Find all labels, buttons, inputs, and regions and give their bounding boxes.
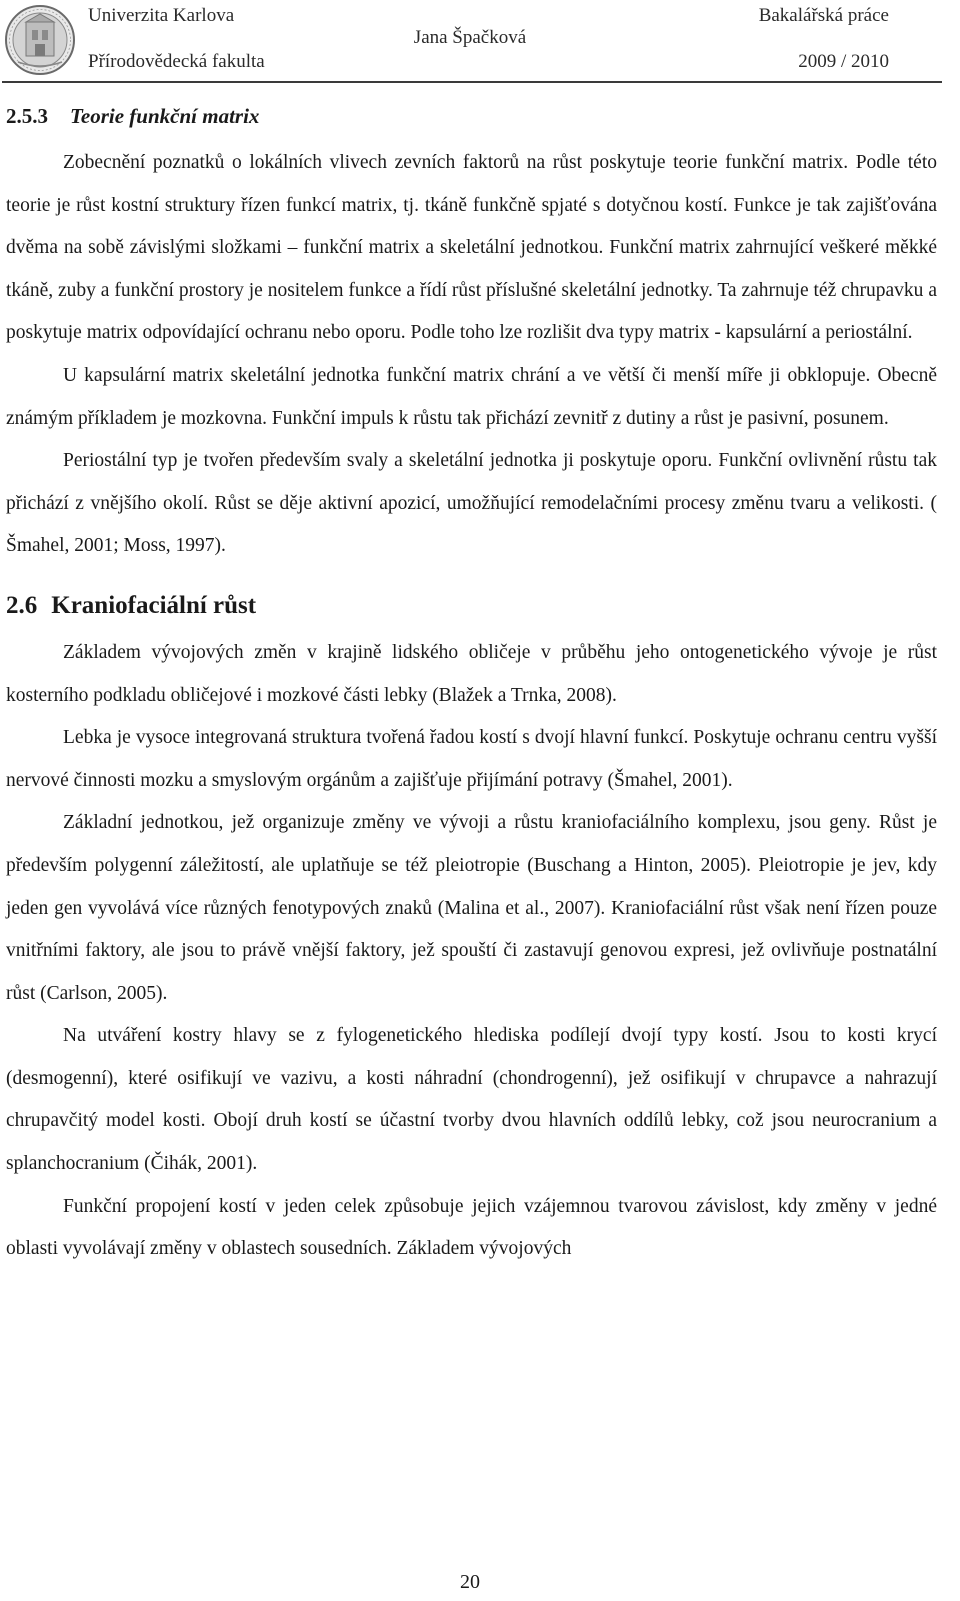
header-author: Jana Špačková xyxy=(413,27,527,48)
paragraph: Základem vývojových změn v krajině lidského obličeje v průběhu jeho ontogenetického vývoje je růst kosterního podkladu obličejové i mozkové části lebky (Blažek a Trnka, 2008). xyxy=(6,641,937,706)
section-title: Teorie funkční matrix xyxy=(70,104,260,128)
header-faculty: Přírodovědecká fakulta xyxy=(88,51,265,72)
section-heading-2-6 xyxy=(6,589,937,623)
section-heading-2-5-3 xyxy=(6,100,937,132)
header-thesis-type: Bakalářská práce xyxy=(758,5,889,26)
paragraph: Funkční propojení kostí v jeden celek způsobuje jejich vzájemnou tvarovou závislost, kdy změny v jedné oblasti vyvolávají změny v oblastech sousedních. Základem vývojových xyxy=(6,1195,937,1260)
section-number: 2.6 xyxy=(6,591,38,619)
page-header xyxy=(0,0,960,84)
paragraph: Zobecnění poznatků o lokálních vlivech zevních faktorů na růst poskytuje teorie funkční matrix. Podle této teorie je růst kostní struktury řízen funkcí matrix, tj. tkáně funkčně spjaté s dotyčnou kostí. Funkce je tak zajišťována dvěma na sobě závislými složkami – funkční matrix a skeletální jednotkou. Funkční matrix zahrnující veškeré měkké tkáně, zuby a funkční prostory je nositelem funkce a řídí růst příslušné skeletální jednotky. Ta zahrnuje též chrupavku a poskytuje matrix odpovídající ochranu nebo oporu. Podle toho lze rozlišit dva typy matrix - kapsulární a periostální. xyxy=(6,152,937,344)
header-divider xyxy=(2,81,942,83)
paragraph: Na utváření kostry hlavy se z fylogenetického hlediska podílejí dvojí typy kostí. Jsou to kosti krycí (desmogenní), které osifikují ve vazivu, a kosti náhradní (chondrogenní), jež osifikují v chrupavce a nahrazují chrupavčitý model kosti. Obojí druh kostí se účastní tvorby dvou hlavních oddílů lebky, což jsou neurocranium a splanchocranium (Čihák, 2001). xyxy=(6,1025,937,1175)
header-academic-year: 2009 / 2010 xyxy=(798,51,889,72)
page-number: 20 xyxy=(460,1571,480,1593)
paragraph: Periostální typ je tvořen především svaly a skeletální jednotka ji poskytuje oporu. Funkční ovlivnění růstu tak přichází z vnějšího okolí. Růst se děje aktivní apozicí, umožňující remodelačními procesy změnu tvaru a velikosti. ( Šmahel, 2001; Moss, 1997). xyxy=(6,450,937,557)
paragraph: U kapsulární matrix skeletální jednotka funkční matrix chrání a ve větší či menší míře ji obklopuje. Obecně známým příkladem je mozkovna. Funkční impuls k růstu tak přichází zevnitř z dutiny a růst je pasivní, posunem. xyxy=(6,364,937,429)
header-university: Univerzita Karlova xyxy=(88,5,235,26)
paragraph: Základní jednotkou, jež organizuje změny ve vývoji a růstu kraniofaciálního komplexu, jsou geny. Růst je především polygenní záležitostí, ale uplatňuje se též pleiotropie (Buschang a Hinton, 2005). Pleiotropie je jev, kdy jeden gen vyvolává více různých fenotypových znaků (Malina et al., 2007). Kraniofaciální růst však není řízen pouze vnitřními faktory, ale jsou to právě vnější faktory, jež spouští či zastavují genovou expresi, jež ovlivňuje postnatální růst (Carlson, 2005). xyxy=(6,812,937,1004)
page-content xyxy=(6,96,937,1271)
paragraph: Lebka je vysoce integrovaná struktura tvořená řadou kostí s dvojí hlavní funkcí. Poskytuje ochranu centru vyšší nervové činnosti mozku a smyslovým orgánům a zajišťuje přijímání potravy (Šmahel, 2001). xyxy=(6,727,937,791)
section-number: 2.5.3 xyxy=(6,104,48,128)
section-title: Kraniofaciální růst xyxy=(51,591,257,619)
